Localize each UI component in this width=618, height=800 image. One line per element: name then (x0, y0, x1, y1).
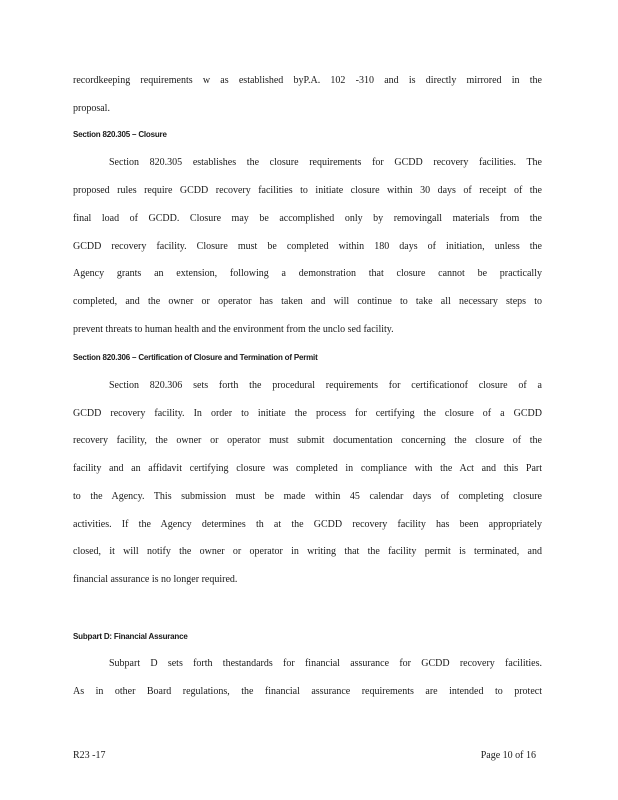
section-heading-820-305: Section 820.305 – Closure (73, 130, 167, 139)
body-text-line: GCDD recovery facility. In order to initiate the process for certifying the closure of a GCDD (73, 408, 542, 419)
section-heading-820-306: Section 820.306 – Certification of Closure and Termination of Permit (73, 353, 318, 362)
body-text-line: closed, it will notify the owner or operator in writing that the facility permit is terminated, and (73, 546, 542, 557)
footer-page-number: Page 10 of 16 (480, 750, 536, 761)
body-text-line: As in other Board regulations, the financial assurance requirements are intended to protect (73, 686, 542, 697)
body-text-line: final load of GCDD. Closure may be accomplished only by removingall materials from the (73, 213, 542, 224)
body-text-line: Section 820.306 sets forth the procedural requirements for certificationof closure of a (109, 380, 542, 391)
body-text-line: proposal. (73, 103, 110, 114)
body-text-line: facility and an affidavit certifying closure was completed in compliance with the Act and this Part (73, 463, 542, 474)
body-text-line: Section 820.305 establishes the closure requirements for GCDD recovery facilities. The (109, 157, 542, 168)
body-text-line: GCDD recovery facility. Closure must be completed within 180 days of initiation, unless the (73, 241, 542, 252)
body-text-line: completed, and the owner or operator has taken and will continue to take all necessary steps to (73, 296, 542, 307)
body-text-line: activities. If the Agency determines th at the GCDD recovery facility has been appropriately (73, 519, 542, 530)
body-text-line: Agency grants an extension, following a demonstration that closure cannot be practically (73, 268, 542, 279)
body-text-line: financial assurance is no longer required. (73, 574, 238, 585)
body-text-line: prevent threats to human health and the environment from the unclo sed facility. (73, 324, 394, 335)
body-text-line: Subpart D sets forth thestandards for financial assurance for GCDD recovery facilities. (109, 658, 542, 669)
body-text-line: recordkeeping requirements w as established byP.A. 102 -310 and is directly mirrored in the (73, 75, 542, 86)
subpart-d-heading: Subpart D: Financial Assurance (73, 632, 188, 641)
body-text-line: recovery facility, the owner or operator must submit documentation concerning the closure of the (73, 435, 542, 446)
body-text-line: proposed rules require GCDD recovery facilities to initiate closure within 30 days of receipt of the (73, 185, 542, 196)
footer-document-id: R23 -17 (73, 750, 106, 761)
body-text-line: to the Agency. This submission must be made within 45 calendar days of completing closure (73, 491, 542, 502)
